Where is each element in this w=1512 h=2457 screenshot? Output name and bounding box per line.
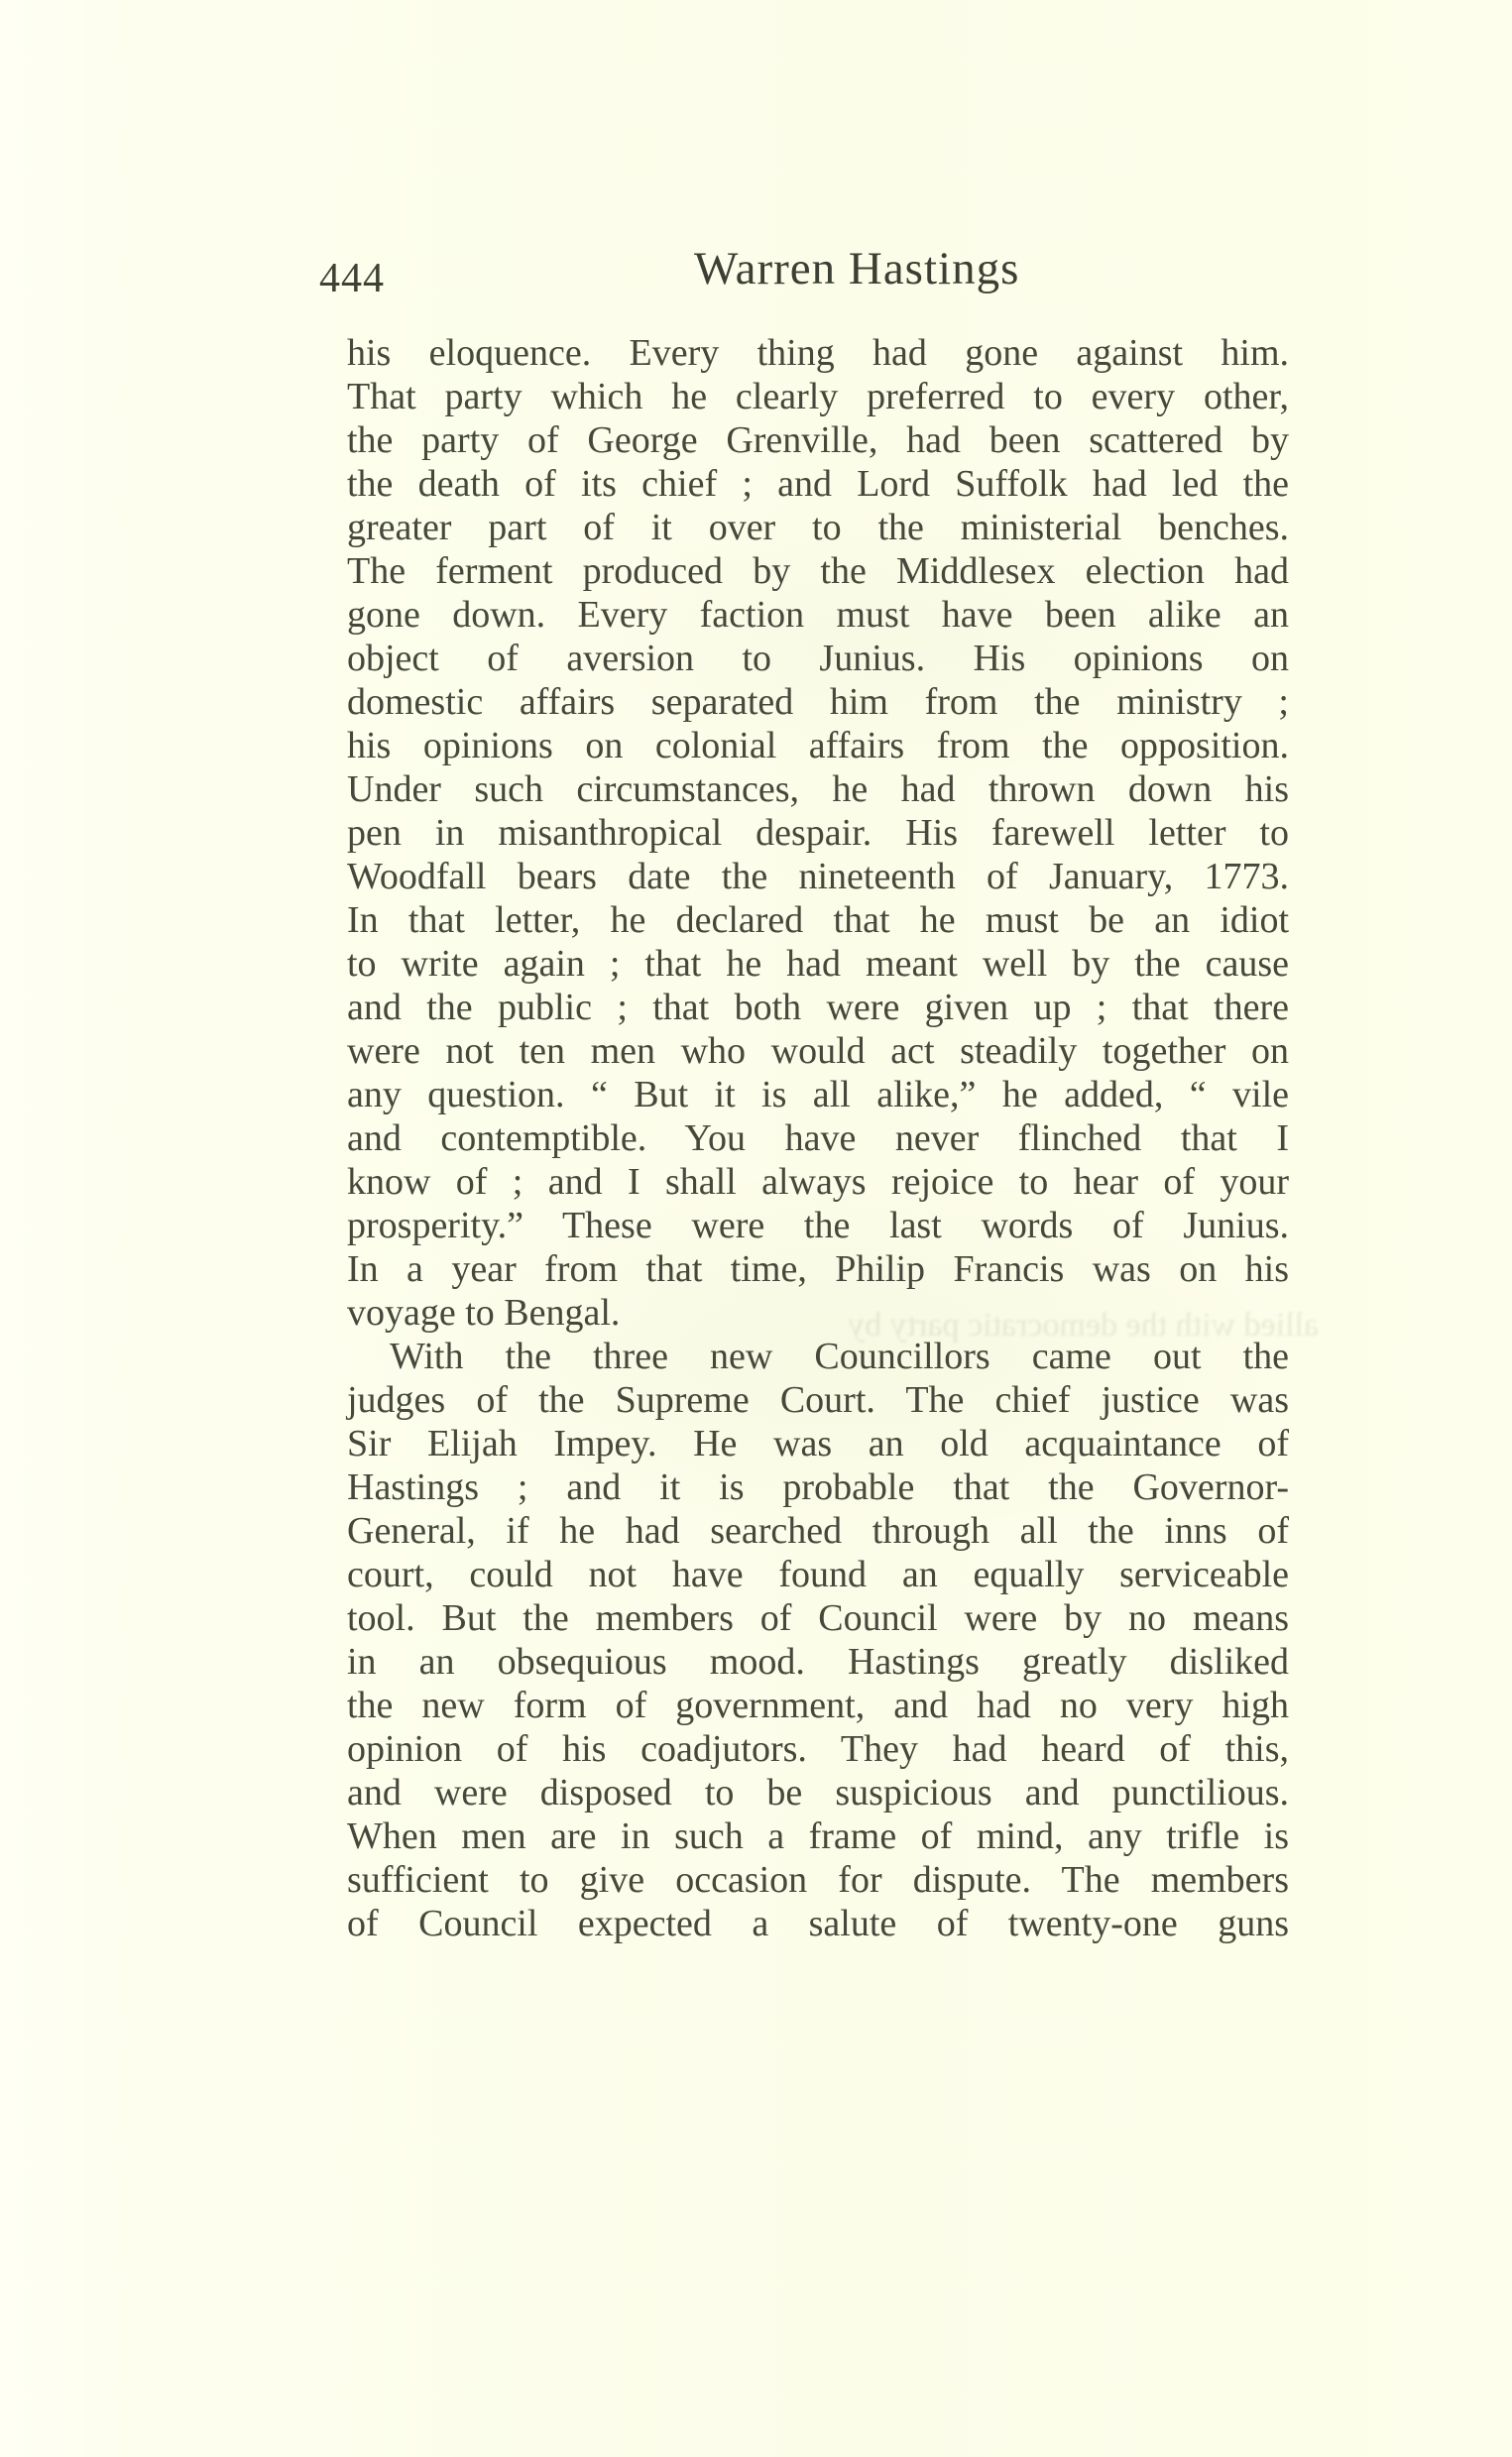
text-line: know of ; and I shall always rejoice to hear of your bbox=[347, 1161, 1289, 1203]
bleed-through-text: allied with the democratic party by bbox=[848, 1307, 1319, 1344]
text-line: prosperity.” These were the last words of Junius. bbox=[347, 1205, 1289, 1246]
text-line: domestic affairs separated him from the ministry ; bbox=[347, 681, 1289, 723]
text-line: In that letter, he declared that he must be an idiot bbox=[347, 899, 1289, 941]
text-line: That party which he clearly preferred to every other, bbox=[347, 376, 1289, 417]
text-line: the new form of government, and had no very high bbox=[347, 1685, 1289, 1726]
text-line: his eloquence. Every thing had gone against him. bbox=[347, 332, 1289, 374]
text-line: Under such circumstances, he had thrown down his bbox=[347, 768, 1289, 810]
text-line: to write again ; that he had meant well by the cause bbox=[347, 943, 1289, 985]
text-line: greater part of it over to the ministerial benches. bbox=[347, 507, 1289, 548]
text-line: Hastings ; and it is probable that the Governor- bbox=[347, 1466, 1289, 1508]
text-line: tool. But the members of Council were by no means bbox=[347, 1597, 1289, 1639]
text-line: of Council expected a salute of twenty-one guns bbox=[347, 1903, 1289, 1944]
text-line: the death of its chief ; and Lord Suffolk had led the bbox=[347, 463, 1289, 505]
text-line: Woodfall bears date the nineteenth of January, 1773. bbox=[347, 856, 1289, 897]
text-line: General, if he had searched through all the inns of bbox=[347, 1510, 1289, 1552]
text-line: sufficient to give occasion for dispute. The members bbox=[347, 1859, 1289, 1901]
text-line: In a year from that time, Philip Francis was on his bbox=[347, 1248, 1289, 1290]
text-line: the party of George Grenville, had been scattered by bbox=[347, 419, 1289, 461]
running-head-title: Warren Hastings bbox=[694, 243, 1020, 294]
page-body bbox=[347, 331, 1289, 1945]
text-line: voyage to Bengal. bbox=[347, 1292, 621, 1334]
text-line: object of aversion to Junius. His opinions on bbox=[347, 638, 1289, 679]
text-line: court, could not have found an equally serviceable bbox=[347, 1554, 1289, 1595]
text-line: opinion of his coadjutors. They had heard of this, bbox=[347, 1728, 1289, 1770]
text-line: judges of the Supreme Court. The chief justice was bbox=[347, 1379, 1289, 1421]
text-line: were not ten men who would act steadily together on bbox=[347, 1030, 1289, 1072]
text-line: gone down. Every faction must have been alike an bbox=[347, 594, 1289, 636]
page-number: 444 bbox=[319, 256, 385, 301]
text-line: his opinions on colonial affairs from the opposition. bbox=[347, 725, 1289, 766]
text-line: and contemptible. You have never flinched that I bbox=[347, 1117, 1289, 1159]
running-head bbox=[319, 243, 1289, 305]
text-line: With the three new Councillors came out the bbox=[390, 1336, 1289, 1377]
text-line: and the public ; that both were given up ; that there bbox=[347, 987, 1289, 1028]
text-line: When men are in such a frame of mind, any trifle is bbox=[347, 1815, 1289, 1857]
text-line: in an obsequious mood. Hastings greatly disliked bbox=[347, 1641, 1289, 1683]
text-line: Sir Elijah Impey. He was an old acquaintance of bbox=[347, 1423, 1289, 1464]
text-line: any question. “ But it is all alike,” he added, “ vile bbox=[347, 1074, 1289, 1115]
text-line: and were disposed to be suspicious and punctilious. bbox=[347, 1772, 1289, 1814]
text-line: The ferment produced by the Middlesex election had bbox=[347, 550, 1289, 592]
text-line: pen in misanthropical despair. His farewell letter to bbox=[347, 812, 1289, 854]
